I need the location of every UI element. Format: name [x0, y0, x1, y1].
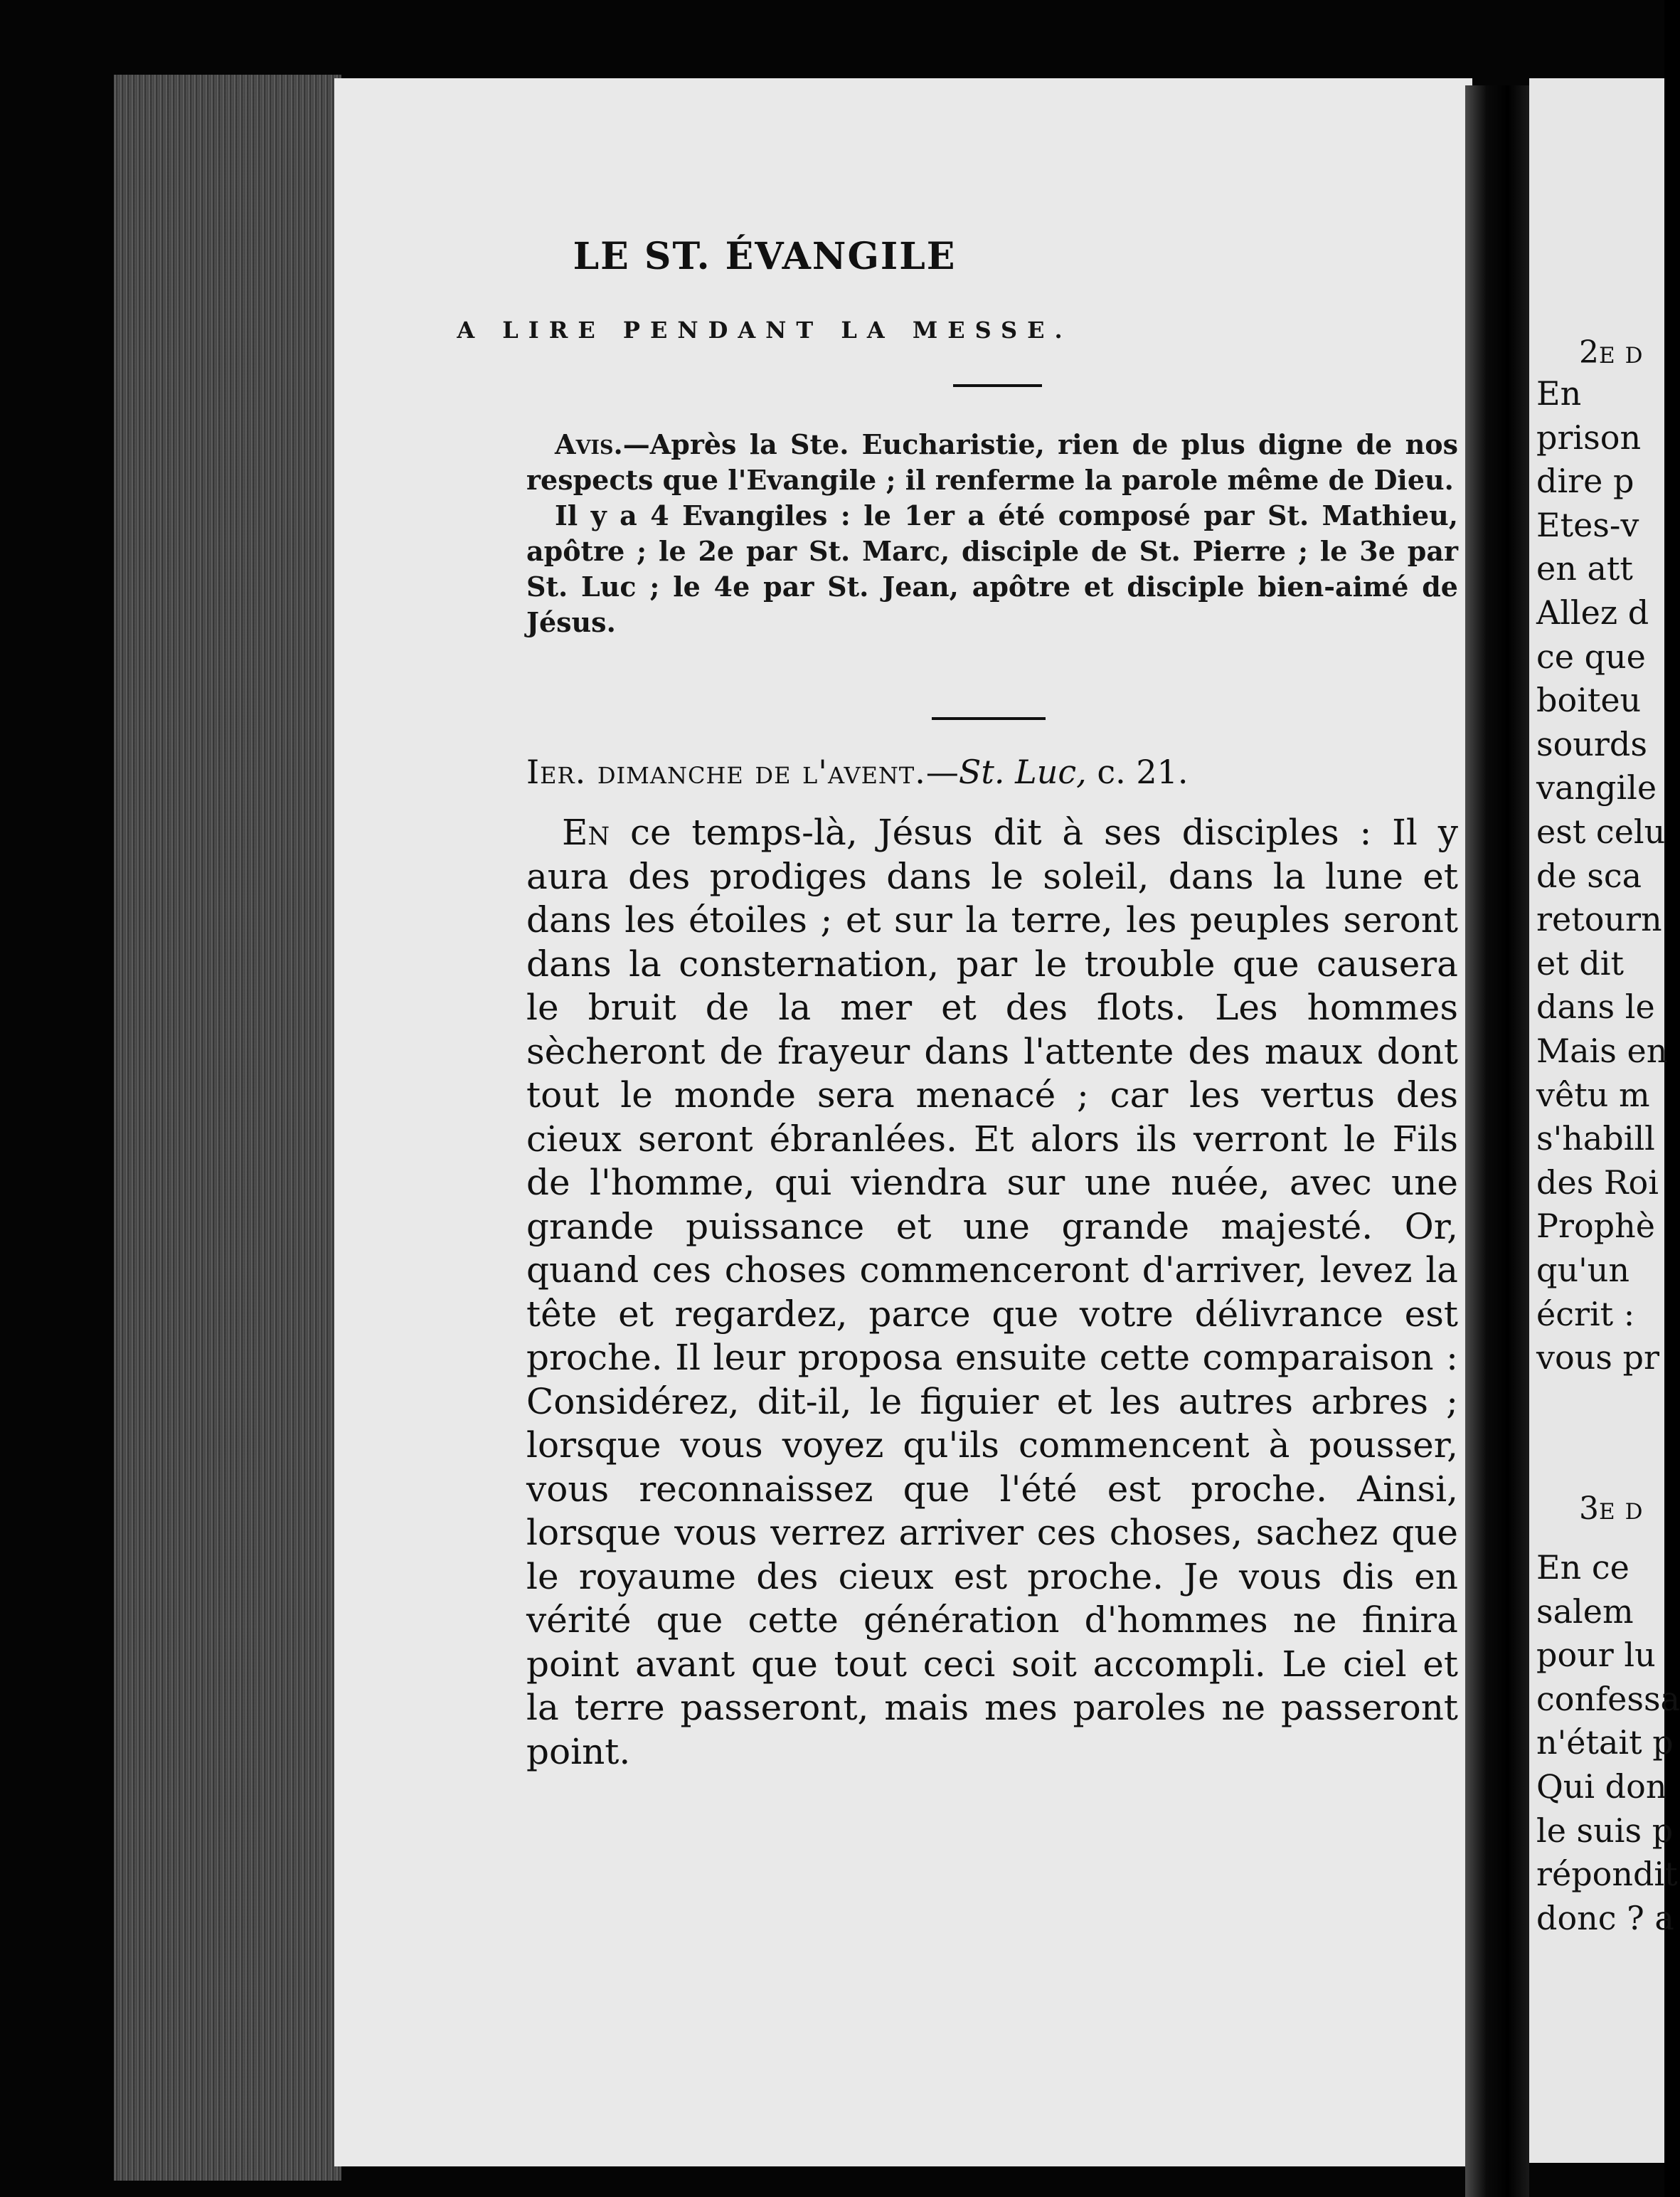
- right-page-line: Prophè: [1536, 1207, 1655, 1246]
- right-page-line: Etes-v: [1536, 505, 1639, 544]
- notice-block: [526, 427, 1458, 640]
- right-page-line: Mais en: [1536, 1032, 1668, 1070]
- right-page-line: Qui don: [1536, 1767, 1667, 1806]
- notice-paragraph-2: Il y a 4 Evangiles : le 1er a été composé par St. Mathieu, apôtre ; le 2e par St. Marc, disciple de St. Pierre ; le 3e par St. Luc ; le 4e par St. Jean, apôtre et disciple bien-aimé de Jésus.: [526, 499, 1458, 638]
- page-subtitle: A LIRE PENDANT LA MESSE.: [457, 317, 1073, 344]
- right-page-line: ce que: [1536, 637, 1646, 676]
- right-page-line: Allez d: [1536, 593, 1649, 632]
- right-page-line: est celu: [1536, 812, 1666, 851]
- right-page-line: vêtu m: [1536, 1075, 1650, 1114]
- notice-text-1: —Après la Ste. Eucharistie, rien de plus digne de nos respects que l'Evangile ; il renferme la parole même de Dieu.: [526, 428, 1458, 496]
- section-reference: St. Luc,: [958, 753, 1087, 791]
- gospel-body: ce temps-là, Jésus dit à ses disciples : Il y aura des prodiges dans le soleil, dans la lune et dans les étoiles ; et sur la terre, les peuples seront dans la consternation, par le trouble que causera le bruit de la mer et des flots. Les hommes sècheront de frayeur dans l'attente des maux dont tout le monde sera menacé ; car les vertus des cieux seront ébranlées. Et alors ils verront le Fils de l'homme, qui viendra sur une nuée, avec une grande puissance et une grande majesté. Or, quand ces choses commenceront d'arriver, levez la tête et regardez, parce que votre délivrance est proche. Il leur proposa ensuite cette comparaison : Considérez, dit-il, le figuier et les autres arbres ; lorsque vous voyez qu'ils commencent à pousser, vous reconnaissez que l'été est proche. Ainsi, lorsque vous verrez arriver ces choses, sachez que le royaume des cieux est proche. Je vous dis en vérité que cette génération d'hommes ne finira point avant que tout ceci soit accompli. Le ciel et la terre passeront, mais mes paroles ne passeront point.: [526, 812, 1458, 1772]
- section-label: Ier. dimanche de l'avent.: [526, 753, 926, 791]
- right-page-line: donc ? a: [1536, 1898, 1674, 1937]
- right-page-line: vangile: [1536, 768, 1657, 808]
- right-page-line: boiteu: [1536, 681, 1642, 720]
- gospel-paragraph: [526, 811, 1458, 1774]
- right-page-line: pour lu: [1536, 1636, 1656, 1675]
- right-page-line: salem: [1536, 1592, 1634, 1631]
- right-page-line: et dit: [1536, 943, 1624, 983]
- right-page-line: dire p: [1536, 462, 1634, 501]
- right-page-line: n'était p: [1536, 1723, 1674, 1762]
- gospel-lead: En: [562, 812, 610, 853]
- right-page-line: En ce: [1536, 1548, 1630, 1587]
- gospel-text: [526, 811, 1458, 1774]
- page-title: LE ST. ÉVANGILE: [573, 235, 957, 278]
- book-page-edges: [114, 75, 341, 2181]
- notice-paragraph-1: [526, 427, 1458, 498]
- right-page-line: vous pr: [1536, 1338, 1659, 1377]
- right-heading-top: 2e d: [1579, 334, 1643, 371]
- divider-rule-top: [953, 384, 1042, 387]
- right-page-line: le suis p: [1536, 1811, 1674, 1850]
- right-page-line: s'habill: [1536, 1119, 1655, 1158]
- right-page-line: qu'un: [1536, 1251, 1630, 1289]
- section-chapter: c. 21.: [1097, 753, 1189, 791]
- right-page-line: En: [1536, 374, 1582, 413]
- notice-lead: Avis.: [555, 428, 623, 460]
- right-page-line: prison: [1536, 418, 1642, 457]
- right-page-line: en att: [1536, 549, 1633, 588]
- right-page: [1529, 78, 1680, 2163]
- right-page-line: sourds: [1536, 724, 1647, 763]
- right-page-line: écrit :: [1536, 1294, 1635, 1333]
- right-heading-bottom: 3e d: [1579, 1491, 1643, 1527]
- right-page-line: répondit: [1536, 1855, 1678, 1894]
- section-dash: —: [925, 753, 959, 791]
- right-page-line: retourn: [1536, 900, 1662, 939]
- right-page-line: dans le: [1536, 988, 1655, 1027]
- right-page-line: des Roi: [1536, 1163, 1659, 1202]
- right-page-line: de sca: [1536, 856, 1642, 895]
- divider-rule-middle: [932, 717, 1046, 720]
- section-heading: [526, 751, 1458, 793]
- right-page-line: confessa: [1536, 1679, 1680, 1718]
- book-gutter: [1465, 85, 1529, 2197]
